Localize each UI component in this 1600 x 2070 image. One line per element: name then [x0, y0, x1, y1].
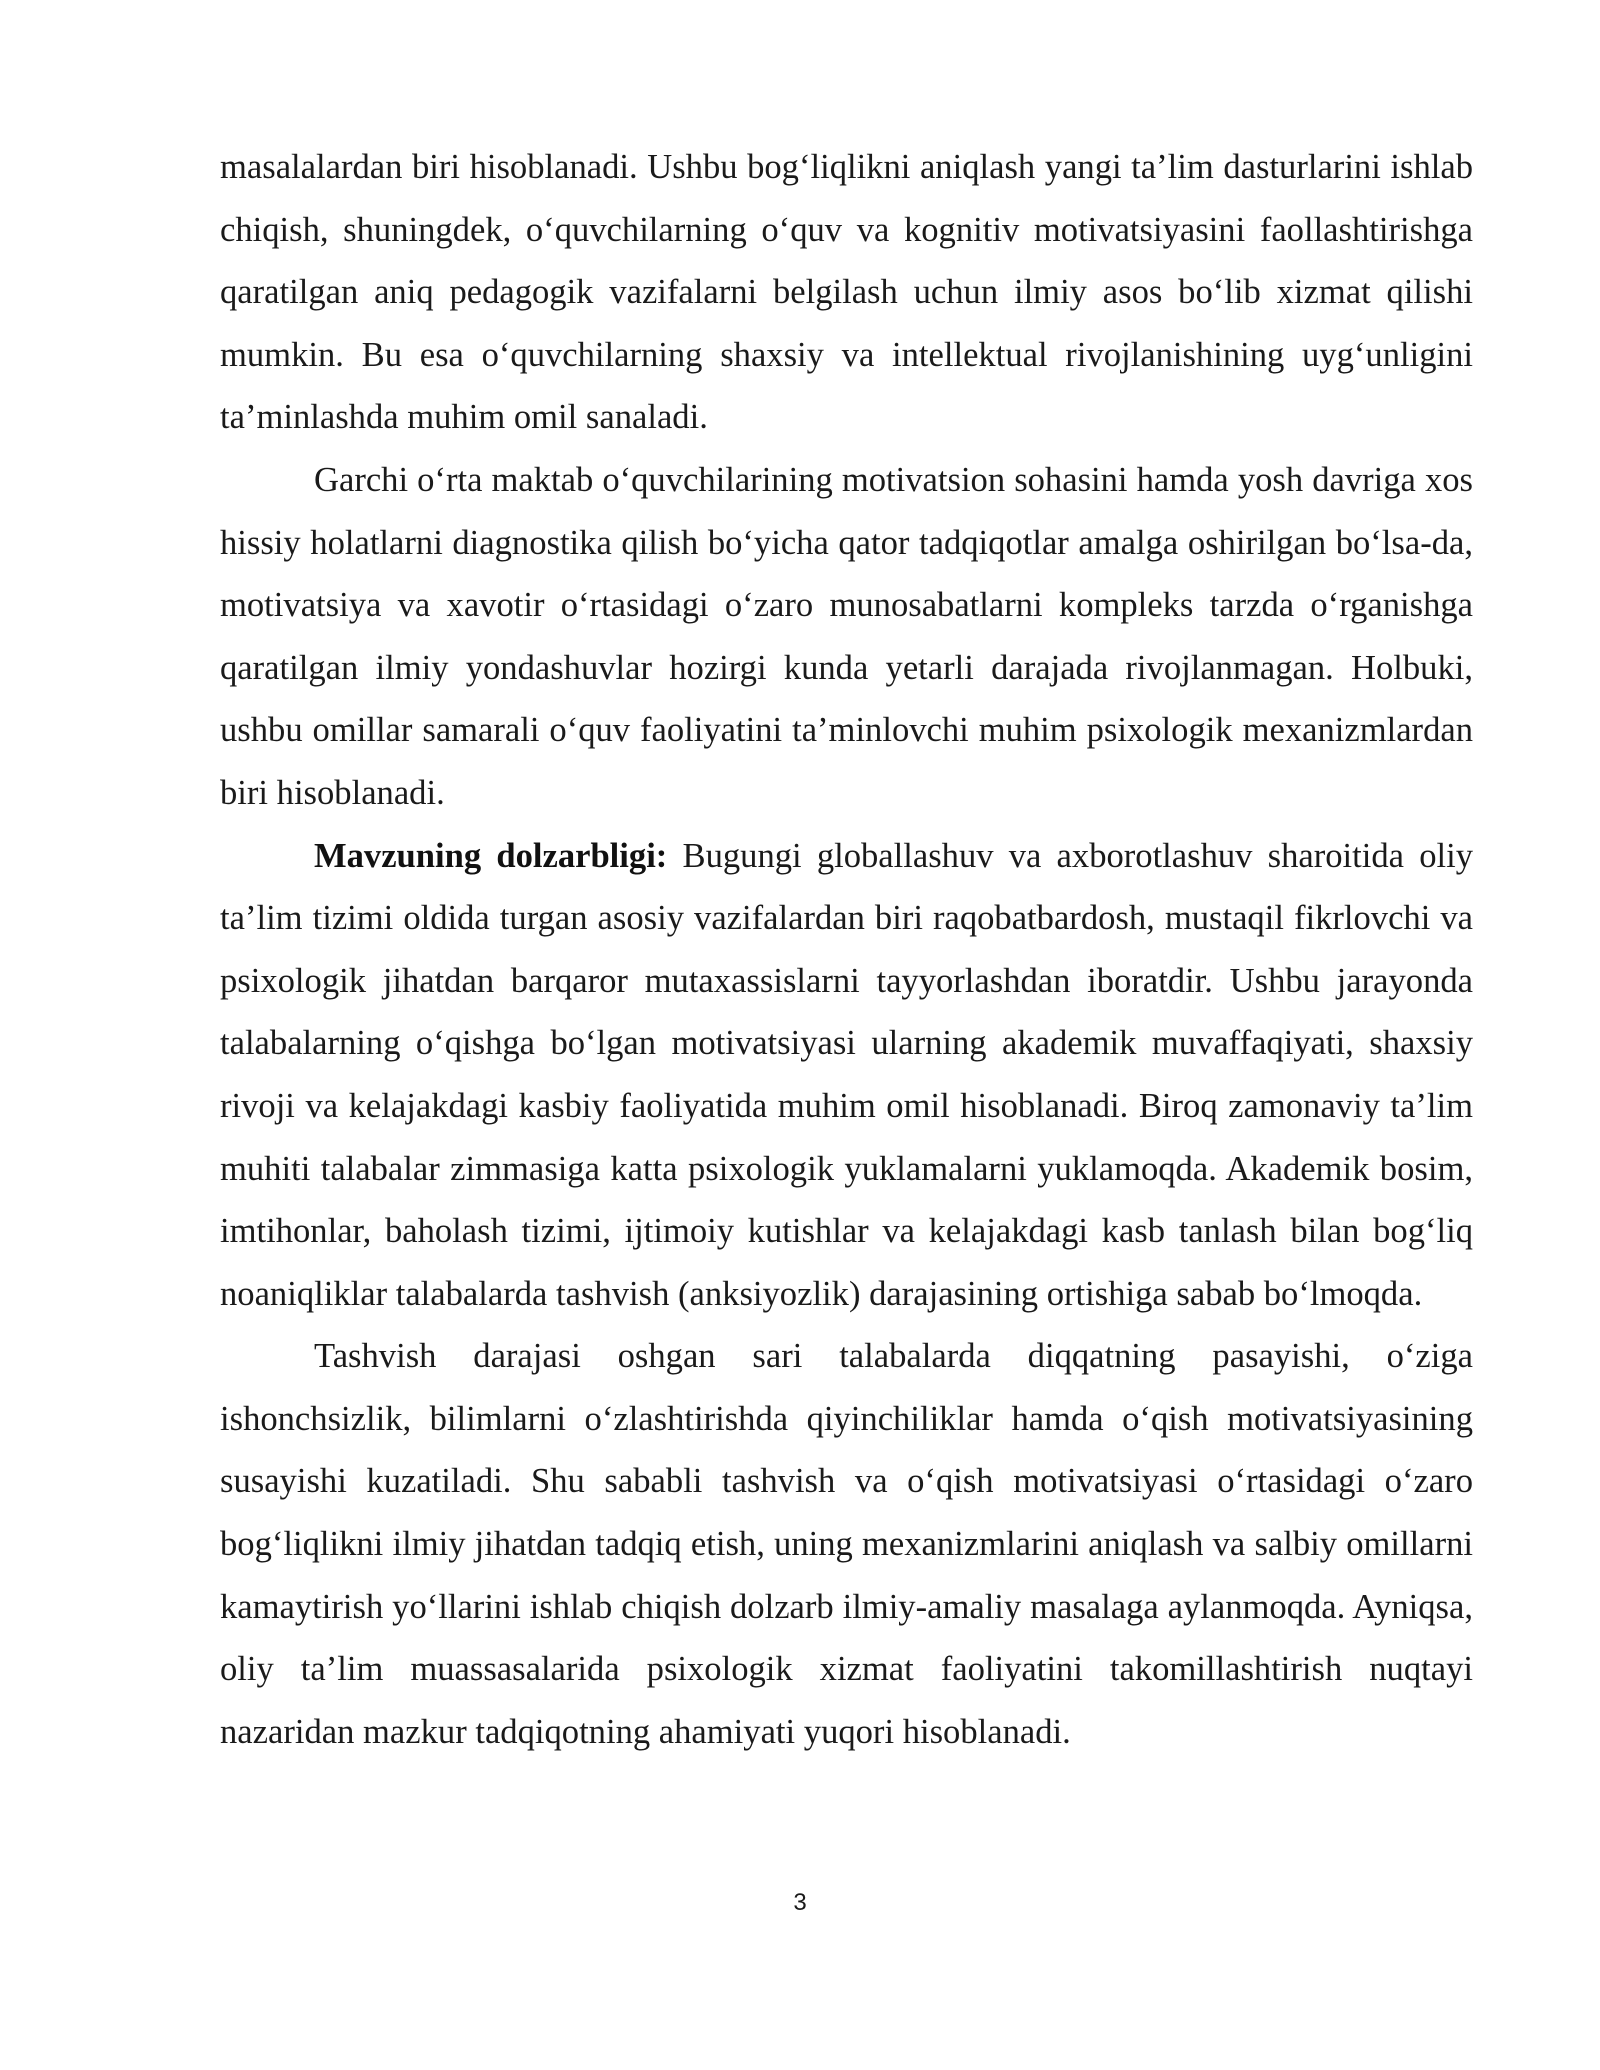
section-heading-relevance: Mavzuning dolzarbligi:: [314, 836, 668, 875]
paragraph-1: [220, 136, 1473, 449]
paragraph-4-text: Tashvish darajasi oshgan sari talabalarda diqqatning pasayishi, o‘ziga ishonchsizlik, bilimlarni o‘zlashtirishda qiyinchiliklar hamda o‘qish motivatsiyasining susayishi kuzatiladi. Shu sababli tashvish va o‘qish motivatsiyasi o‘rtasidagi o‘zaro bog‘liqlikni ilmiy jihatdan tadqiq etish, uning mexanizmlarini aniqlash va salbiy omillarni kamaytirish yo‘llarini ishlab chiqish dolzarb ilmiy-amaliy masalaga aylanmoqda. Ayniqsa, oliy ta’lim muassasalarida psixologik xizmat faoliyatini takomillashtirish nuqtayi nazaridan mazkur tadqiqotning ahamiyati yuqori hisoblanadi.: [220, 1337, 1473, 1751]
page-number: 3: [793, 1889, 807, 1916]
paragraph-3: [220, 825, 1473, 1326]
paragraph-3-text: Bugungi globallashuv va axborotlashuv sharoitida oliy ta’lim tizimi oldida turgan asosiy vazifalardan biri raqobatbardosh, mustaqil fikrlovchi va psixologik jihatdan barqaror mutaxassislarni tayyorlashdan iboratdir. Ushbu jarayonda talabalarning o‘qishga bo‘lgan motivatsiyasi ularning akademik muvaffaqiyati, shaxsiy rivoji va kelajakdagi kasbiy faoliyatida muhim omil hisoblanadi. Biroq zamonaviy ta’lim muhiti talabalar zimmasiga katta psixologik yuklamalarni yuklamoqda. Akademik bosim, imtihonlar, baholash tizimi, ijtimoiy kutishlar va kelajakdagi kasb tanlash bilan bog‘liq noaniqliklar talabalarda tashvish (anksiyozlik) darajasining ortishiga sabab bo‘lmoqda.: [220, 836, 1473, 1313]
paragraph-2: [220, 449, 1473, 825]
paragraph-4: [220, 1325, 1473, 1763]
paragraph-2-text: Garchi o‘rta maktab o‘quvchilarining motivatsion sohasini hamda yosh davriga xos hissiy holatlarni diagnostika qilish bo‘yicha qator tadqiqotlar amalga oshirilgan bo‘lsa-da, motivatsiya va xavotir o‘rtasidagi o‘zaro munosabatlarni kompleks tarzda o‘rganishga qaratilgan ilmiy yondashuvlar hozirgi kunda yetarli darajada rivojlanmagan. Holbuki, ushbu omillar samarali o‘quv faoliyatini ta’minlovchi muhim psixologik mexanizmlardan biri hisoblanadi.: [220, 460, 1473, 812]
body-text: [220, 136, 1473, 1763]
paragraph-1-text: masalalardan biri hisoblanadi. Ushbu bog‘liqlikni aniqlash yangi ta’lim dasturlarini ishlab chiqish, shuningdek, o‘quvchilarning o‘quv va kognitiv motivatsiyasini faollashtirishga qaratilgan aniq pedagogik vazifalarni belgilash uchun ilmiy asos bo‘lib xizmat qilishi mumkin. Bu esa o‘quvchilarning shaxsiy va intellektual rivojlanishining uyg‘unligini ta’minlashda muhim omil sanaladi.: [220, 148, 1473, 437]
